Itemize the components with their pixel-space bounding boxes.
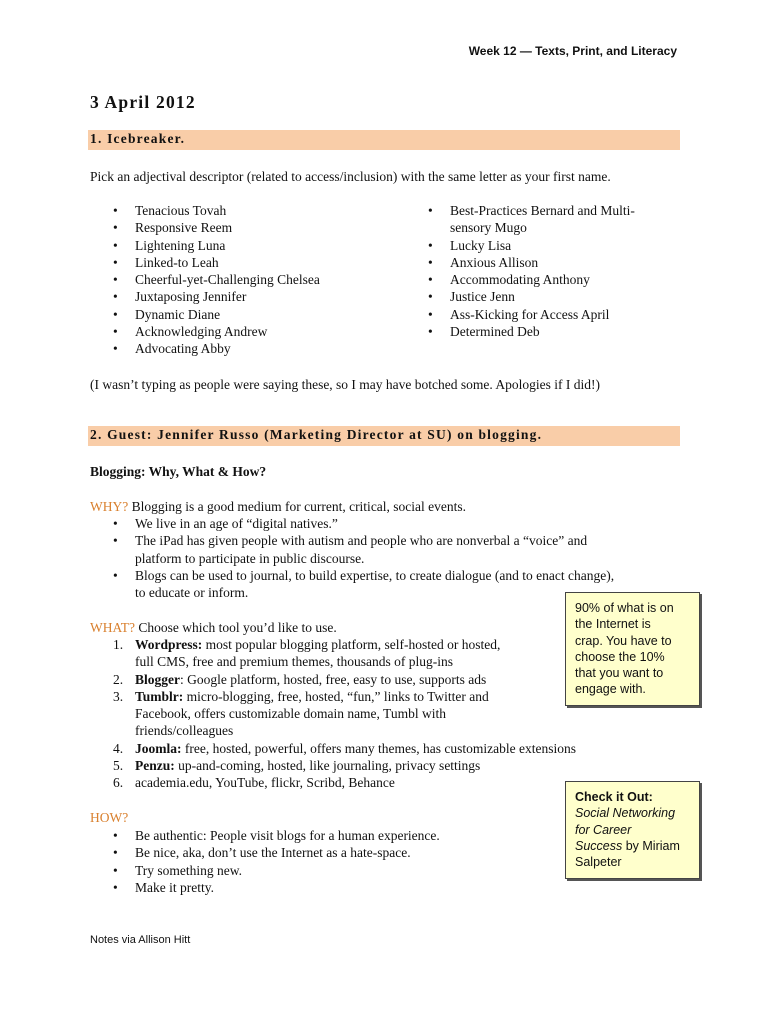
section-1-title: 1. Icebreaker. [90,131,186,146]
callout-quote-line: 90% of what is on [575,601,674,615]
tool-number: 3. [113,688,124,704]
tool-list-line [113,774,576,791]
callout-heading: Check it Out: [575,790,653,804]
running-header: Week 12 — Texts, Print, and Literacy [468,44,677,58]
list-item-text: platform to participate in public discourse. [135,550,365,566]
tool-name: Blogger [135,671,180,687]
blogging-subheading: Blogging: Why, What & How? [90,464,267,479]
list-item-text: Responsive Reem [135,220,233,236]
bullet-mark: • [428,203,433,218]
list-item [113,202,320,219]
tool-name: Joomla: [135,740,182,756]
list-item-text: Determined Deb [450,324,540,340]
bullet-mark: • [428,306,433,322]
what-text: Choose which tool you’d like to use. [134,620,337,635]
callout-quote-line: crap. You have to [575,633,672,648]
tool-list-line [113,688,576,705]
list-item-text: Acknowledging Andrew [135,324,268,340]
list-item [428,237,635,254]
list-item-text: Advocating Abby [135,341,231,357]
tool-list-line [113,636,576,653]
list-item-text: Lucky Lisa [450,237,512,253]
callout-author-last: Salpeter [575,855,622,870]
list-item [113,862,440,879]
tool-description: up-and-coming, hosted, like journaling, privacy settings [174,758,481,774]
footer-credit: Notes via Allison Hitt [90,934,191,946]
bullet-mark: • [113,533,118,549]
callout-quote-line: that you want to [575,666,664,681]
bullet-mark: • [113,879,118,895]
tool-number: 2. [113,671,124,687]
list-item-text: Anxious Allison [450,254,539,270]
right-names-list [428,202,635,340]
section-2-bar [88,426,680,446]
how-label: HOW? [90,810,129,825]
list-item-text: Lightening Luna [135,237,226,253]
list-item [113,550,614,567]
callout-quote-line: choose the 10% [575,649,665,664]
bullet-mark: • [113,254,118,270]
tool-description: most popular blogging platform, self-hosted or hosted, [202,637,501,652]
what-paragraph [90,619,337,636]
what-label: WHAT? [90,620,135,635]
bullet-mark: • [428,272,433,288]
list-item-text: Tenacious Tovah [135,203,227,218]
list-item [113,219,320,236]
list-item-text: Try something new. [135,862,243,878]
bullet-mark: • [113,828,118,843]
tool-description: Facebook, offers customizable domain name, Tumbl with [135,706,446,722]
tools-numbered-list [113,636,576,792]
why-text: Blogging is a good medium for current, critical, social events. [128,499,467,514]
list-item [428,254,635,271]
tool-description: : Google platform, hosted, free, easy to use, supports ads [180,671,487,687]
list-item [113,567,614,584]
list-item [113,879,440,896]
bullet-mark: • [113,324,118,340]
tool-description: full CMS, free and premium themes, thousands of plug-ins [135,654,453,670]
list-item [113,515,614,532]
bullet-mark: • [113,341,118,357]
bullet-mark: • [113,845,118,861]
list-item-text: Justice Jenn [450,289,515,305]
callout-quote-line: the Internet is [575,617,651,632]
why-label: WHY? [90,499,129,514]
bullet-mark: • [113,272,118,288]
bullet-mark: • [428,237,433,253]
bullet-mark: • [113,289,118,305]
page-date: 3 April 2012 [90,92,196,112]
list-item [113,532,614,549]
tool-number: 5. [113,758,124,774]
callout-quote-line: engage with. [575,682,646,697]
tool-list-line [113,757,576,774]
list-item [428,271,635,288]
list-item [428,219,635,236]
how-bullet-list [113,827,440,896]
bullet-mark: • [113,220,118,236]
tool-list-line [113,722,576,739]
list-item-text: Ass-Kicking for Access April [450,306,610,322]
list-item [113,844,440,861]
bullet-mark: • [428,289,433,305]
bullet-mark: • [428,324,433,340]
left-names-list [113,202,320,358]
icebreaker-note: (I wasn’t typing as people were saying these, so I may have botched some. Apologies if I did!) [90,377,601,392]
list-item [113,323,320,340]
list-item-text: We live in an age of “digital natives.” [135,516,338,531]
tool-number: 4. [113,740,124,756]
section-2-title: 2. Guest: Jennifer Russo (Marketing Director at SU) on blogging. [90,427,543,442]
list-item [428,202,635,219]
tool-list-line [113,653,576,670]
list-item [113,237,320,254]
why-bullet-list [113,515,614,601]
list-item [113,827,440,844]
tool-name: Tumblr: [135,688,184,704]
tool-list-line [113,740,576,757]
list-item-text: Cheerful-yet-Challenging Chelsea [135,272,320,288]
bullet-mark: • [428,254,433,270]
list-item-text: Linked-to Leah [135,254,219,270]
tool-name: Wordpress: [135,637,203,652]
callout-book-title-end: Success [575,838,623,853]
tool-name: Penzu: [135,758,175,774]
tool-number: 6. [113,775,124,791]
list-item [428,323,635,340]
tool-description: friends/colleagues [135,723,234,739]
list-item-text: Dynamic Diane [135,306,221,322]
tool-description: academia.edu, YouTube, flickr, Scribd, Behance [135,775,395,791]
list-item [113,271,320,288]
bullet-mark: • [113,862,118,878]
bullet-mark: • [113,306,118,322]
list-item-text: Be authentic: People visit blogs for a human experience. [135,828,440,843]
tool-list-line [113,671,576,688]
bullet-mark: • [113,203,118,218]
list-item-text: Accommodating Anthony [450,272,590,288]
tool-description: free, hosted, powerful, offers many themes, has customizable extensions [181,740,577,756]
bullet-mark: • [113,567,118,583]
internet-quote-callout [565,592,700,706]
tool-number: 1. [113,637,124,652]
list-item [113,254,320,271]
list-item [113,288,320,305]
list-item-text: Be nice, aka, don’t use the Internet as a hate-space. [135,845,411,861]
tool-list-line [113,705,576,722]
list-item-text: Juxtaposing Jennifer [135,289,247,305]
list-item [113,340,320,357]
check-it-out-callout [565,781,700,879]
list-item [428,306,635,323]
list-item [428,288,635,305]
section-1-bar [88,130,680,150]
list-item-text: Blogs can be used to journal, to build expertise, to create dialogue (and to enact change), [135,567,615,583]
list-item-text: to educate or inform. [135,585,249,601]
bullet-mark: • [113,516,118,531]
list-item-text: The iPad has given people with autism and people who are nonverbal a “voice” and [135,533,588,549]
callout-book-title-line: Social Networking [575,806,676,821]
icebreaker-intro: Pick an adjectival descriptor (related to access/inclusion) with the same letter as your first name. [90,169,611,184]
bullet-mark: • [113,237,118,253]
tool-description: micro-blogging, free, hosted, “fun,” links to Twitter and [183,688,489,704]
list-item [113,584,614,601]
list-item-text: Make it pretty. [135,879,214,895]
list-item [113,306,320,323]
callout-book-title-line: for Career [575,822,632,837]
callout-author-prefix: by Miriam [622,838,680,853]
list-item-text: Best-Practices Bernard and Multi- [450,203,635,218]
list-item-text: sensory Mugo [450,220,527,236]
why-paragraph [90,498,466,515]
